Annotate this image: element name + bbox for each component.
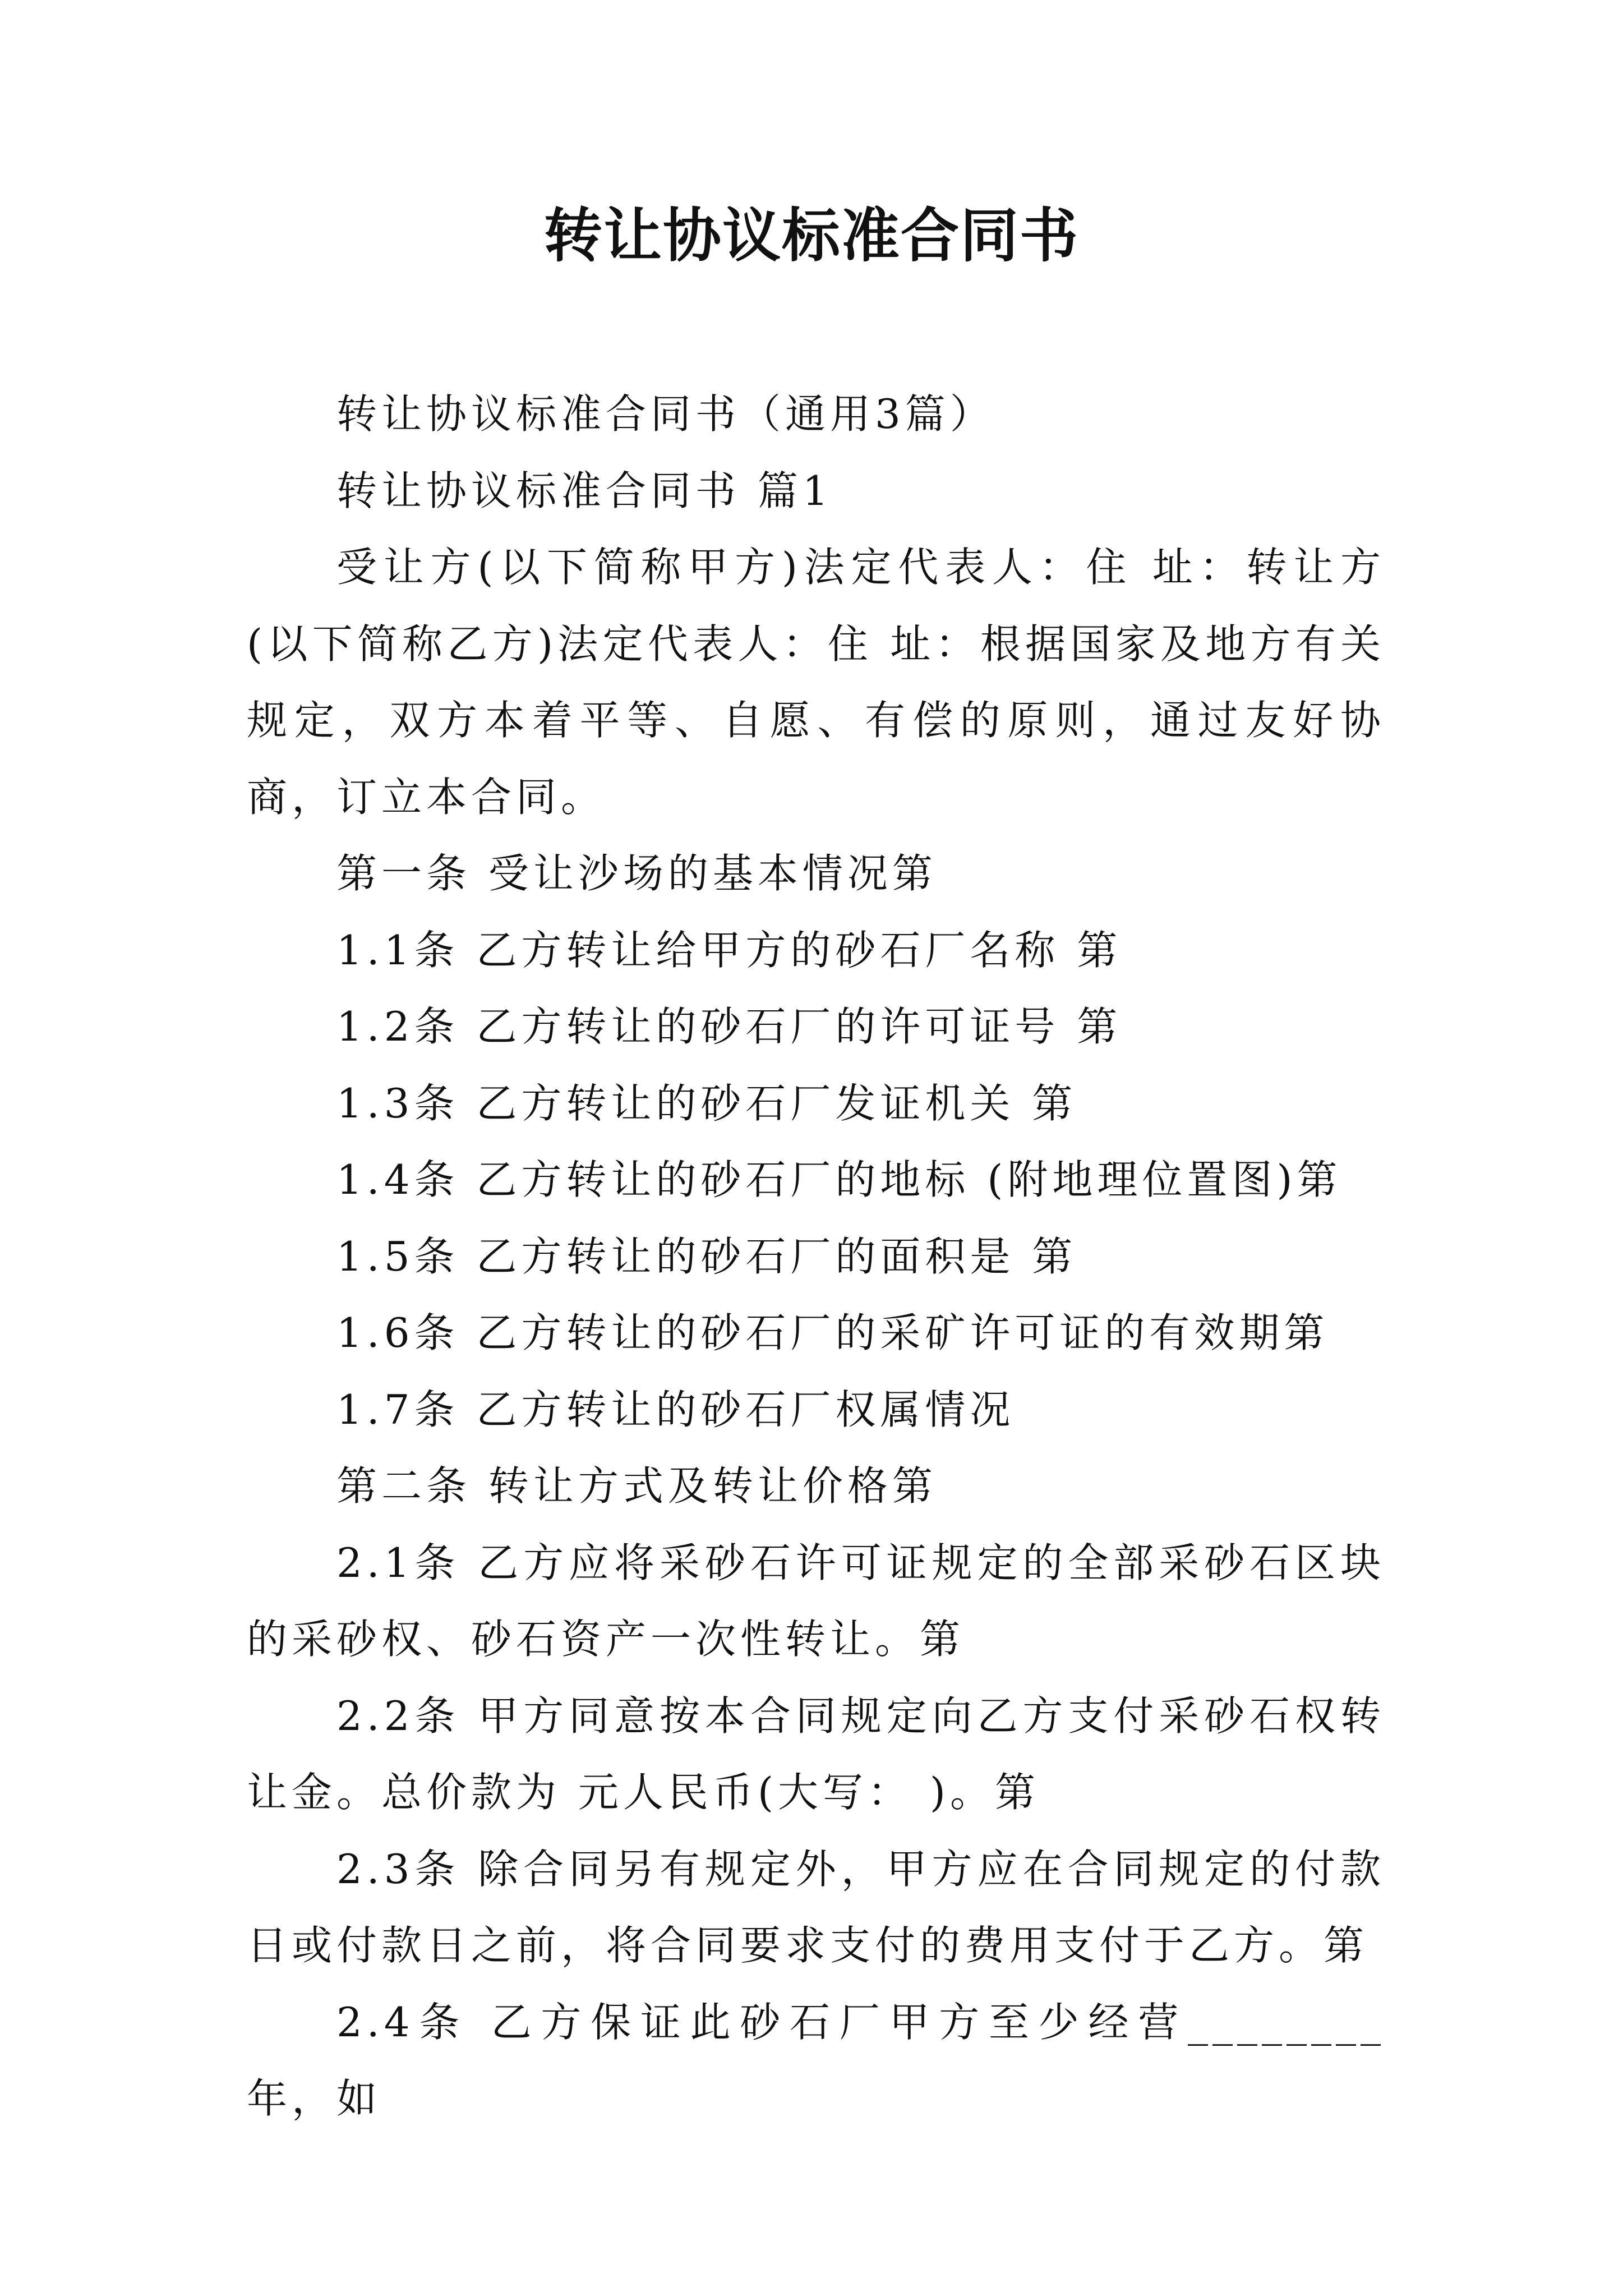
paragraph-article-1: 第一条 受让沙场的基本情况第: [336, 850, 937, 897]
paragraph-preamble: 受让方(以下简称甲方)法定代表人：住 址：转让方(以下简称乙方)法定代表人：住 址：根据国家及地方有关规定，双方本着平等、自愿、有偿的原则，通过友好协商，订立本合同。: [247, 544, 1385, 821]
paragraph-subtitle: 转让协议标准合同书（通用3篇）: [336, 390, 995, 438]
paragraph-clause-1-5: 1.5条 乙方转让的砂石厂的面积是 第: [336, 1232, 1077, 1280]
paragraph-clause-2-3: 2.3条 除合同另有规定外，甲方应在合同规定的付款日或付款日之前，将合同要求支付的费用支付于乙方。第: [247, 1845, 1385, 1969]
paragraph-section-heading: 转让协议标准合同书 篇1: [336, 467, 833, 514]
paragraph-clause-1-1: 1.1条 乙方转让给甲方的砂石厂名称 第: [336, 926, 1122, 974]
paragraph-clause-2-4: 2.4条 乙方保证此砂石厂甲方至少经营________年，如: [247, 1998, 1385, 2122]
document-body: [247, 376, 1385, 2137]
paragraph-clause-1-6: 1.6条 乙方转让的砂石厂的采矿许可证的有效期第: [336, 1309, 1329, 1356]
paragraph-clause-1-4: 1.4条 乙方转让的砂石厂的地标 (附地理位置图)第: [336, 1156, 1342, 1203]
paragraph-clause-2-1: 2.1条 乙方应将采砂石许可证规定的全部采砂石区块的采砂权、砂石资产一次性转让。第: [247, 1539, 1385, 1663]
paragraph-clause-1-2: 1.2条 乙方转让的砂石厂的许可证号 第: [336, 1003, 1122, 1050]
paragraph-article-2: 第二条 转让方式及转让价格第: [336, 1462, 937, 1510]
document-title: 转让协议标准合同书: [543, 201, 1079, 270]
paragraph-clause-2-2: 2.2条 甲方同意按本合同规定向乙方支付采砂石权转让金。总价款为 元人民币(大写： )。第: [247, 1692, 1385, 1816]
paragraph-clause-1-3: 1.3条 乙方转让的砂石厂发证机关 第: [336, 1079, 1077, 1127]
paragraph-clause-1-7: 1.7条 乙方转让的砂石厂权属情况: [336, 1386, 1015, 1433]
